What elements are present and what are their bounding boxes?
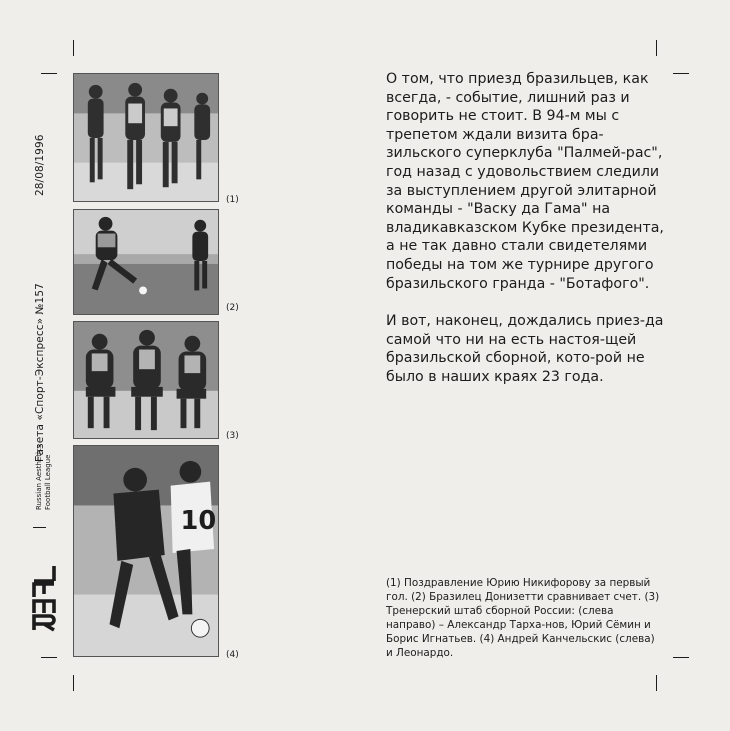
crop-mark <box>73 40 74 56</box>
crop-mark <box>673 657 689 658</box>
photo-number: (3) <box>226 431 239 441</box>
football-kick-photo <box>74 210 218 314</box>
brand-line-1: Russian Aesthetics <box>35 444 43 510</box>
crop-mark <box>656 675 657 691</box>
rafl-logo <box>30 560 58 632</box>
crop-mark <box>41 73 57 74</box>
crop-mark <box>656 40 657 56</box>
football-duel-photo <box>74 446 218 656</box>
photo-1 <box>73 73 219 202</box>
article-paragraph: И вот, наконец, дождались приез-да самой что ни на есть настоя-щей бразильской сборной, кото-рой не было в наших краях 23 года. <box>386 313 664 385</box>
photo-number: (1) <box>226 195 239 205</box>
brand-line-2: Football League <box>44 454 52 510</box>
divider <box>33 527 46 528</box>
crop-mark <box>41 657 57 658</box>
photo-number: (2) <box>226 303 239 313</box>
issue-date: 28/08/1996 <box>34 134 46 196</box>
photo-captions: (1) Поздравление Юрию Никифорову за первый гол. (2) Бразилец Донизетти сравнивает счет. (3) Тренерский штаб сборной России: (слева направо) – Александр Тарха-нов, Юрий Сёмин и Борис Игнатьев. (4) Андрей Канчельскис (слева) и Леонардо. <box>386 577 660 659</box>
brand-tagline <box>35 445 53 510</box>
photo-number: (4) <box>226 650 239 660</box>
svg-text:10: 10 <box>180 506 217 537</box>
coaching-staff-photo <box>74 322 218 438</box>
crop-mark <box>73 675 74 691</box>
article-body <box>386 70 676 406</box>
newspaper-source: Газета «Спорт-Экспресс» №157 <box>34 283 46 462</box>
photo-2 <box>73 209 219 315</box>
football-celebration-photo <box>74 74 218 201</box>
photo-3 <box>73 321 219 439</box>
article-paragraph: О том, что приезд бразильцев, как всегда, - событие, лишний раз и говорить не стоит. В 94-м мы с трепетом ждали визита бра-зильского суперклуба "Палмей-рас", год назад с удовольствием следили за выступлением другой элитарной команды - "Васку да Гама" на владикавказском Кубке президента, а не так давно стали свидетелями победы на том же турнире другого бразильского гранда - "Ботафого". <box>386 71 664 292</box>
photo-4 <box>73 445 219 657</box>
